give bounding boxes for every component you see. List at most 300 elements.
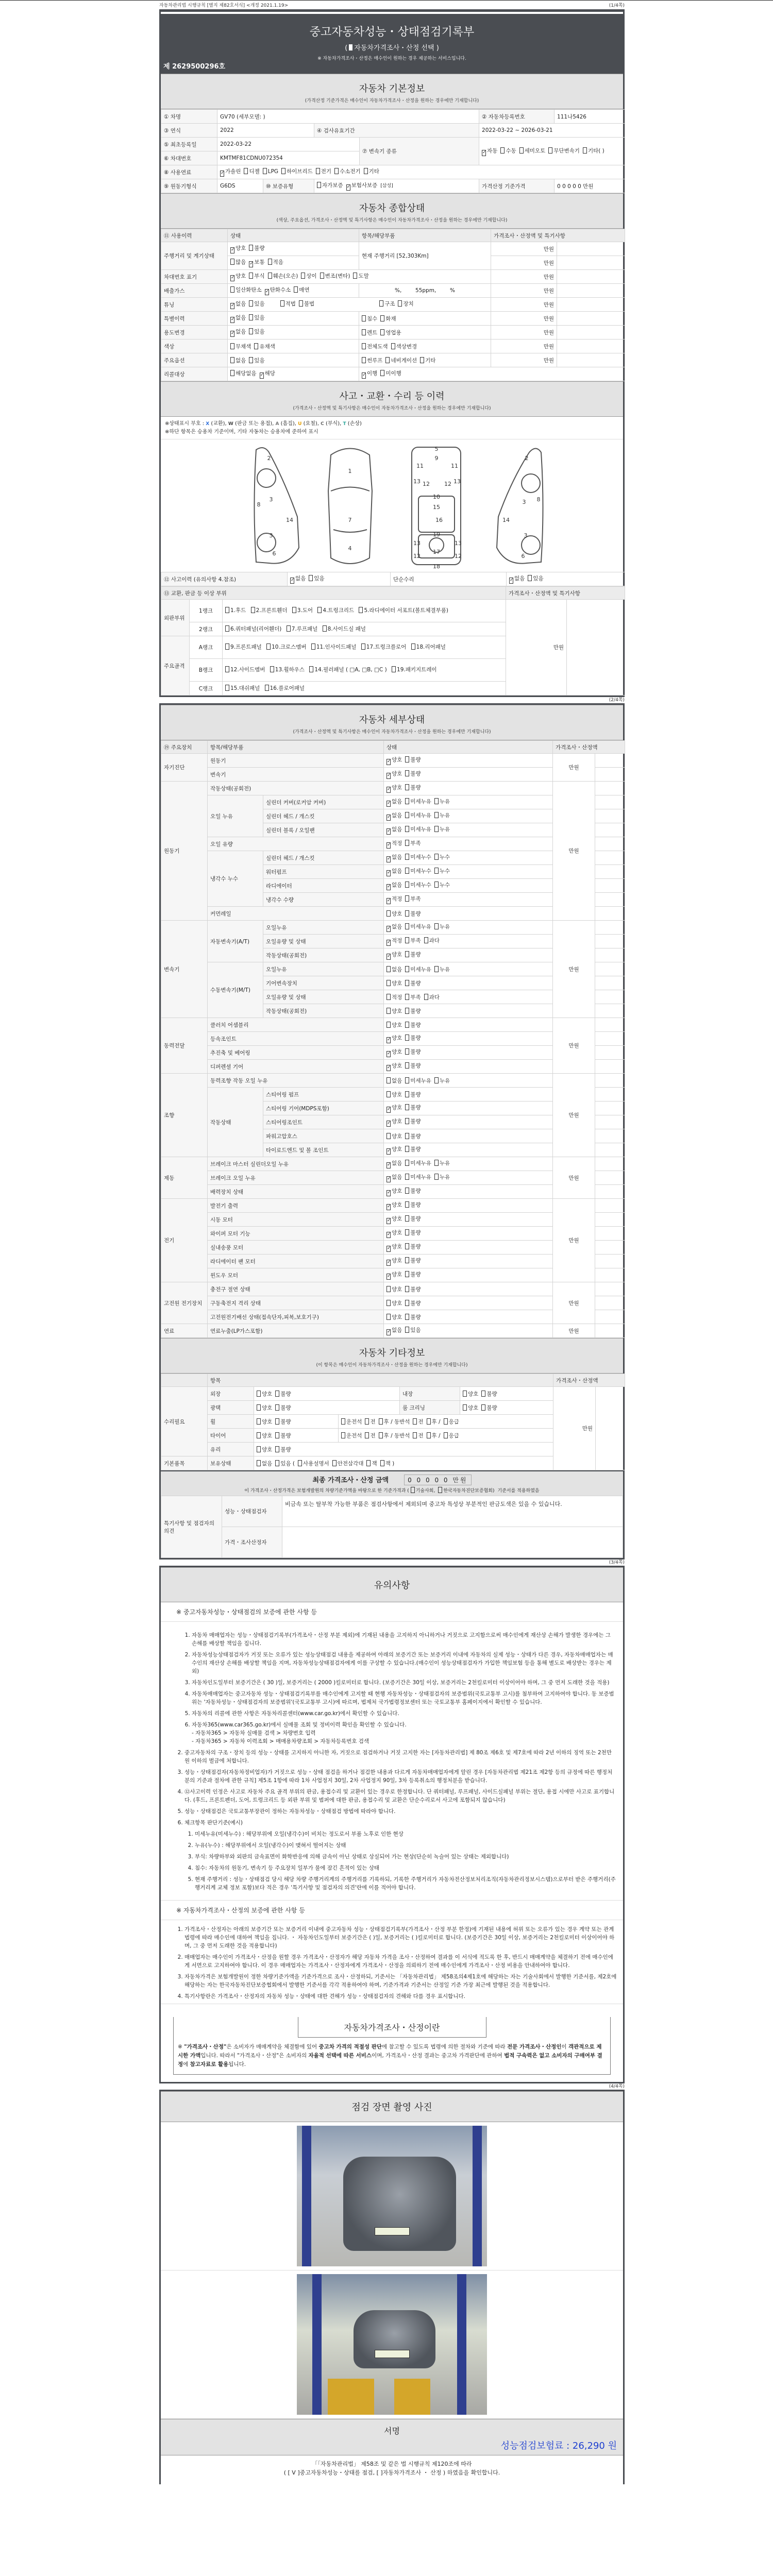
checkbox-option[interactable] xyxy=(386,1300,402,1307)
unchecked-checkbox-icon[interactable] xyxy=(270,666,274,672)
checkbox-option[interactable] xyxy=(364,168,379,175)
unchecked-checkbox-icon[interactable] xyxy=(386,980,391,986)
checkbox-option[interactable] xyxy=(380,316,396,322)
unchecked-checkbox-icon[interactable] xyxy=(362,329,366,335)
checkbox-option[interactable] xyxy=(583,148,604,154)
price-input[interactable] xyxy=(595,1310,625,1324)
checkbox-option[interactable] xyxy=(362,316,377,322)
checked-checkbox-icon[interactable] xyxy=(386,884,391,890)
checkbox-option[interactable] xyxy=(405,896,421,902)
part-checkbox[interactable] xyxy=(225,667,265,673)
checkbox-option[interactable] xyxy=(379,1419,410,1425)
unchecked-checkbox-icon[interactable] xyxy=(257,1446,261,1452)
price-input[interactable] xyxy=(595,921,625,935)
part-checkbox[interactable] xyxy=(225,607,246,614)
unchecked-checkbox-icon[interactable] xyxy=(481,1404,485,1411)
part-checkbox[interactable] xyxy=(292,607,313,614)
checkbox-option[interactable] xyxy=(405,938,421,944)
price-input[interactable] xyxy=(557,242,625,256)
unchecked-checkbox-icon[interactable] xyxy=(405,1174,409,1180)
checkbox-option[interactable] xyxy=(386,785,402,791)
unchecked-checkbox-icon[interactable] xyxy=(225,625,229,632)
checkbox-option[interactable] xyxy=(424,994,440,1001)
checked-checkbox-icon[interactable] xyxy=(230,247,234,253)
price-input[interactable] xyxy=(595,1074,625,1088)
checkbox-option[interactable] xyxy=(427,1419,441,1425)
checked-checkbox-icon[interactable] xyxy=(230,317,234,323)
unchecked-checkbox-icon[interactable] xyxy=(434,1077,439,1083)
checkbox-option[interactable] xyxy=(230,358,246,364)
checkbox-option[interactable] xyxy=(500,148,516,154)
checkbox-option[interactable] xyxy=(405,952,421,958)
unchecked-checkbox-icon[interactable] xyxy=(434,923,439,929)
checkbox-option[interactable] xyxy=(405,1146,421,1153)
unchecked-checkbox-icon[interactable] xyxy=(365,1432,369,1438)
checkbox-option[interactable] xyxy=(294,287,309,293)
checkbox-option[interactable] xyxy=(386,1160,402,1166)
unchecked-checkbox-icon[interactable] xyxy=(434,868,439,874)
unchecked-checkbox-icon[interactable] xyxy=(365,1418,369,1425)
checkbox-option[interactable] xyxy=(249,358,264,364)
checkbox-option[interactable] xyxy=(386,826,402,833)
unchecked-checkbox-icon[interactable] xyxy=(500,147,505,154)
checkbox-option[interactable] xyxy=(230,301,246,307)
unchecked-checkbox-icon[interactable] xyxy=(385,357,390,363)
unchecked-checkbox-icon[interactable] xyxy=(405,1229,409,1235)
unchecked-checkbox-icon[interactable] xyxy=(379,1418,383,1425)
part-checkbox[interactable] xyxy=(317,607,354,614)
checked-checkbox-icon[interactable] xyxy=(386,828,391,835)
checked-checkbox-icon[interactable] xyxy=(265,289,269,295)
price-input[interactable] xyxy=(595,1046,625,1060)
checkbox-option[interactable] xyxy=(386,854,402,860)
unchecked-checkbox-icon[interactable] xyxy=(420,357,424,363)
checkbox-option[interactable] xyxy=(249,301,264,307)
unchecked-checkbox-icon[interactable] xyxy=(386,1022,391,1028)
unchecked-checkbox-icon[interactable] xyxy=(405,1327,409,1333)
unchecked-checkbox-icon[interactable] xyxy=(405,1091,409,1097)
checkbox-option[interactable] xyxy=(257,1391,272,1397)
checkbox-option[interactable] xyxy=(320,273,350,279)
checkbox-option[interactable] xyxy=(386,840,402,846)
price-input[interactable] xyxy=(595,1227,625,1241)
checkbox-option[interactable] xyxy=(405,994,421,1001)
price-input[interactable] xyxy=(595,1199,625,1213)
checkbox-option[interactable] xyxy=(386,1146,402,1153)
unchecked-checkbox-icon[interactable] xyxy=(359,607,363,613)
unchecked-checkbox-icon[interactable] xyxy=(405,937,409,943)
unchecked-checkbox-icon[interactable] xyxy=(249,300,253,307)
checkbox-option[interactable] xyxy=(434,882,450,888)
checkbox-option[interactable] xyxy=(230,273,246,279)
unchecked-checkbox-icon[interactable] xyxy=(405,1271,409,1277)
checkbox-option[interactable] xyxy=(366,1461,377,1467)
checkbox-option[interactable] xyxy=(427,1433,441,1439)
checked-checkbox-icon[interactable] xyxy=(362,372,366,379)
unchecked-checkbox-icon[interactable] xyxy=(292,607,296,613)
price-input[interactable] xyxy=(595,1171,625,1185)
checkbox-option[interactable] xyxy=(341,1433,362,1439)
unchecked-checkbox-icon[interactable] xyxy=(405,1062,409,1069)
unchecked-checkbox-icon[interactable] xyxy=(275,1432,279,1438)
checkbox-option[interactable] xyxy=(386,1174,402,1180)
unchecked-checkbox-icon[interactable] xyxy=(405,1188,409,1194)
unchecked-checkbox-icon[interactable] xyxy=(316,168,320,174)
checkbox-option[interactable] xyxy=(405,1063,421,1069)
price-input[interactable] xyxy=(595,782,625,795)
unchecked-checkbox-icon[interactable] xyxy=(405,868,409,874)
unchecked-checkbox-icon[interactable] xyxy=(427,1418,431,1425)
checkbox-option[interactable] xyxy=(405,1174,431,1180)
unchecked-checkbox-icon[interactable] xyxy=(361,643,365,650)
checkbox-option[interactable] xyxy=(405,826,431,833)
checkbox-option[interactable] xyxy=(405,1202,421,1208)
checkbox-option[interactable] xyxy=(405,771,421,777)
checkbox-option[interactable] xyxy=(386,1272,402,1278)
checkbox-option[interactable] xyxy=(249,245,264,251)
checkbox-option[interactable] xyxy=(257,1461,272,1467)
unchecked-checkbox-icon[interactable] xyxy=(362,315,366,321)
checkbox-option[interactable] xyxy=(380,1461,395,1467)
unchecked-checkbox-icon[interactable] xyxy=(463,1391,467,1397)
checkbox-option[interactable] xyxy=(230,315,246,321)
unchecked-checkbox-icon[interactable] xyxy=(463,1404,467,1411)
checkbox-option[interactable] xyxy=(385,358,417,364)
checkbox-option[interactable] xyxy=(405,812,431,819)
unchecked-checkbox-icon[interactable] xyxy=(249,357,253,363)
unchecked-checkbox-icon[interactable] xyxy=(405,1201,409,1208)
unchecked-checkbox-icon[interactable] xyxy=(353,273,357,279)
unchecked-checkbox-icon[interactable] xyxy=(341,1432,345,1438)
checked-checkbox-icon[interactable] xyxy=(386,1246,391,1252)
unchecked-checkbox-icon[interactable] xyxy=(528,575,532,581)
price-input[interactable] xyxy=(595,851,625,865)
price-input[interactable] xyxy=(595,1296,625,1310)
price-input[interactable] xyxy=(595,1255,625,1268)
unchecked-checkbox-icon[interactable] xyxy=(411,643,415,650)
checkbox-option[interactable] xyxy=(268,259,283,265)
unchecked-checkbox-icon[interactable] xyxy=(225,643,229,650)
checkbox-option[interactable] xyxy=(379,301,395,307)
unchecked-checkbox-icon[interactable] xyxy=(254,343,258,349)
checkbox-option[interactable] xyxy=(254,344,275,350)
checkbox-option[interactable] xyxy=(386,1105,402,1111)
checkbox-option[interactable] xyxy=(386,1049,402,1055)
unchecked-checkbox-icon[interactable] xyxy=(405,1314,409,1320)
checkbox-option[interactable] xyxy=(386,1092,402,1098)
checkbox-option[interactable] xyxy=(365,1433,375,1439)
checkbox-option[interactable] xyxy=(405,1286,421,1293)
checkbox-option[interactable] xyxy=(386,812,402,819)
price-input[interactable] xyxy=(595,907,625,921)
checkbox-option[interactable] xyxy=(386,1230,402,1236)
unchecked-checkbox-icon[interactable] xyxy=(405,923,409,929)
unchecked-checkbox-icon[interactable] xyxy=(405,826,409,832)
checkbox-option[interactable] xyxy=(444,1433,459,1439)
unchecked-checkbox-icon[interactable] xyxy=(434,1174,439,1180)
unchecked-checkbox-icon[interactable] xyxy=(334,168,339,174)
checkbox-option[interactable] xyxy=(434,1174,450,1180)
unchecked-checkbox-icon[interactable] xyxy=(548,147,552,154)
unchecked-checkbox-icon[interactable] xyxy=(257,1460,261,1466)
checkbox-option[interactable] xyxy=(386,1286,402,1293)
unchecked-checkbox-icon[interactable] xyxy=(405,812,409,818)
checkbox-option[interactable] xyxy=(386,1244,402,1250)
unchecked-checkbox-icon[interactable] xyxy=(392,666,396,672)
unchecked-checkbox-icon[interactable] xyxy=(225,607,229,613)
unchecked-checkbox-icon[interactable] xyxy=(230,259,234,265)
price-input[interactable] xyxy=(595,948,625,962)
unchecked-checkbox-icon[interactable] xyxy=(265,685,269,691)
part-checkbox[interactable] xyxy=(309,667,386,673)
checkbox-option[interactable] xyxy=(230,287,262,293)
checkbox-option[interactable] xyxy=(528,575,543,582)
checkbox-option[interactable] xyxy=(391,344,417,350)
checkbox-option[interactable] xyxy=(413,1419,423,1425)
checkbox-option[interactable] xyxy=(405,882,431,888)
unchecked-checkbox-icon[interactable] xyxy=(411,1487,415,1493)
checked-checkbox-icon[interactable] xyxy=(386,870,391,876)
unchecked-checkbox-icon[interactable] xyxy=(362,357,366,363)
checked-checkbox-icon[interactable] xyxy=(220,171,224,177)
checkbox-option[interactable] xyxy=(405,1216,421,1222)
checkbox-option[interactable] xyxy=(509,575,525,582)
checkbox-option[interactable] xyxy=(316,168,331,175)
checkbox-option[interactable] xyxy=(281,168,313,175)
unchecked-checkbox-icon[interactable] xyxy=(380,370,384,376)
unchecked-checkbox-icon[interactable] xyxy=(386,1314,391,1320)
checkbox-option[interactable] xyxy=(398,301,413,307)
part-checkbox[interactable] xyxy=(361,644,407,650)
unchecked-checkbox-icon[interactable] xyxy=(287,625,291,632)
checkbox-option[interactable] xyxy=(220,168,241,175)
checked-checkbox-icon[interactable] xyxy=(249,261,253,267)
unchecked-checkbox-icon[interactable] xyxy=(364,168,368,174)
checkbox-option[interactable] xyxy=(386,911,402,917)
unchecked-checkbox-icon[interactable] xyxy=(424,937,428,943)
unchecked-checkbox-icon[interactable] xyxy=(405,980,409,986)
checked-checkbox-icon[interactable] xyxy=(509,578,513,584)
checkbox-option[interactable] xyxy=(405,785,421,791)
checkbox-option[interactable] xyxy=(249,315,264,321)
price-input[interactable] xyxy=(595,976,625,990)
unchecked-checkbox-icon[interactable] xyxy=(386,1286,391,1292)
unchecked-checkbox-icon[interactable] xyxy=(519,147,524,154)
unchecked-checkbox-icon[interactable] xyxy=(386,1091,391,1097)
checkbox-option[interactable] xyxy=(405,799,431,805)
checkbox-option[interactable] xyxy=(275,1405,291,1411)
checkbox-option[interactable] xyxy=(386,1133,402,1140)
checkbox-option[interactable] xyxy=(386,1063,402,1069)
unchecked-checkbox-icon[interactable] xyxy=(434,882,439,888)
checkbox-option[interactable] xyxy=(386,771,402,777)
price-input[interactable] xyxy=(595,1324,625,1338)
price-input[interactable] xyxy=(595,823,625,837)
checkbox-option[interactable] xyxy=(434,967,450,973)
price-input[interactable] xyxy=(595,1032,625,1046)
unchecked-checkbox-icon[interactable] xyxy=(405,784,409,790)
checkbox-option[interactable] xyxy=(386,1327,402,1333)
unchecked-checkbox-icon[interactable] xyxy=(386,910,391,917)
checkbox-option[interactable] xyxy=(257,1433,272,1439)
checkbox-option[interactable] xyxy=(386,938,402,944)
checkbox-option[interactable] xyxy=(548,148,580,154)
price-input[interactable] xyxy=(595,1004,625,1018)
checkbox-option[interactable] xyxy=(405,1258,421,1264)
checked-checkbox-icon[interactable] xyxy=(386,1176,391,1182)
checked-checkbox-icon[interactable] xyxy=(482,150,486,156)
checkbox-option[interactable] xyxy=(309,575,324,582)
checkbox-option[interactable] xyxy=(405,1035,421,1041)
checkbox-option[interactable] xyxy=(386,1188,402,1194)
checkbox-option[interactable] xyxy=(420,358,435,364)
checkbox-option[interactable] xyxy=(386,952,402,958)
checked-checkbox-icon[interactable] xyxy=(386,1037,391,1043)
checkbox-option[interactable] xyxy=(405,1314,421,1320)
unchecked-checkbox-icon[interactable] xyxy=(251,607,255,613)
unchecked-checkbox-icon[interactable] xyxy=(405,951,409,957)
price-input[interactable] xyxy=(595,962,625,976)
checkbox-option[interactable] xyxy=(405,1188,421,1194)
checkbox-option[interactable] xyxy=(386,1118,402,1125)
checked-checkbox-icon[interactable] xyxy=(386,1260,391,1266)
price-input[interactable] xyxy=(595,1143,625,1157)
checkbox-option[interactable] xyxy=(298,1461,329,1467)
part-checkbox[interactable] xyxy=(359,607,448,614)
part-checkbox[interactable] xyxy=(251,607,288,614)
part-checkbox[interactable] xyxy=(392,667,437,673)
checked-checkbox-icon[interactable] xyxy=(386,1162,391,1168)
unchecked-checkbox-icon[interactable] xyxy=(405,994,409,1000)
unchecked-checkbox-icon[interactable] xyxy=(332,1460,337,1466)
price-input[interactable] xyxy=(557,298,625,312)
unchecked-checkbox-icon[interactable] xyxy=(230,343,234,349)
checkbox-option[interactable] xyxy=(275,1461,295,1467)
checkbox-option[interactable] xyxy=(405,911,421,917)
checkbox-option[interactable] xyxy=(481,1405,497,1411)
checkbox-option[interactable] xyxy=(481,1391,497,1397)
checked-checkbox-icon[interactable] xyxy=(386,954,391,960)
checkbox-option[interactable] xyxy=(434,924,450,930)
price-input[interactable] xyxy=(595,1282,625,1296)
checkbox-option[interactable] xyxy=(405,1160,431,1166)
unchecked-checkbox-icon[interactable] xyxy=(309,575,313,581)
unchecked-checkbox-icon[interactable] xyxy=(298,1460,302,1466)
unchecked-checkbox-icon[interactable] xyxy=(398,300,402,307)
unchecked-checkbox-icon[interactable] xyxy=(225,666,229,672)
unchecked-checkbox-icon[interactable] xyxy=(380,315,384,321)
checkbox-option[interactable] xyxy=(405,980,421,987)
unchecked-checkbox-icon[interactable] xyxy=(309,666,313,672)
checked-checkbox-icon[interactable] xyxy=(386,898,391,904)
unchecked-checkbox-icon[interactable] xyxy=(405,1022,409,1028)
price-input[interactable] xyxy=(595,935,625,948)
unchecked-checkbox-icon[interactable] xyxy=(299,300,303,307)
unchecked-checkbox-icon[interactable] xyxy=(263,168,267,174)
checkbox-option[interactable] xyxy=(386,757,402,763)
unchecked-checkbox-icon[interactable] xyxy=(386,1300,391,1306)
checkbox-option[interactable] xyxy=(434,812,450,819)
unchecked-checkbox-icon[interactable] xyxy=(405,1035,409,1041)
checkbox-option[interactable] xyxy=(353,273,368,279)
part-checkbox[interactable] xyxy=(411,644,446,650)
unchecked-checkbox-icon[interactable] xyxy=(257,1404,261,1411)
unchecked-checkbox-icon[interactable] xyxy=(434,1160,439,1166)
unchecked-checkbox-icon[interactable] xyxy=(281,168,285,174)
price-input[interactable] xyxy=(557,326,625,340)
checkbox-option[interactable] xyxy=(334,168,361,175)
checkbox-option[interactable] xyxy=(405,967,431,973)
checkbox-option[interactable] xyxy=(434,826,450,833)
checkbox-option[interactable] xyxy=(405,757,421,763)
checkbox-option[interactable] xyxy=(434,854,450,860)
checked-checkbox-icon[interactable] xyxy=(386,759,391,765)
unchecked-checkbox-icon[interactable] xyxy=(275,1391,279,1397)
unchecked-checkbox-icon[interactable] xyxy=(434,826,439,832)
checkbox-option[interactable] xyxy=(463,1405,478,1411)
checkbox-option[interactable] xyxy=(386,1202,402,1208)
unchecked-checkbox-icon[interactable] xyxy=(405,1008,409,1014)
checkbox-option[interactable] xyxy=(424,938,440,944)
part-checkbox[interactable] xyxy=(265,685,305,691)
unchecked-checkbox-icon[interactable] xyxy=(268,273,272,279)
unchecked-checkbox-icon[interactable] xyxy=(434,854,439,860)
unchecked-checkbox-icon[interactable] xyxy=(405,1118,409,1124)
price-input[interactable] xyxy=(557,284,625,298)
checkbox-option[interactable] xyxy=(386,994,402,1001)
checkbox-option[interactable] xyxy=(405,1272,421,1278)
unchecked-checkbox-icon[interactable] xyxy=(405,1048,409,1055)
unchecked-checkbox-icon[interactable] xyxy=(405,1243,409,1249)
unchecked-checkbox-icon[interactable] xyxy=(380,329,384,335)
unchecked-checkbox-icon[interactable] xyxy=(249,314,253,320)
price-input[interactable] xyxy=(567,600,625,696)
unchecked-checkbox-icon[interactable] xyxy=(323,625,327,632)
checkbox-option[interactable] xyxy=(405,1118,421,1125)
checkbox-option[interactable] xyxy=(249,259,264,265)
unchecked-checkbox-icon[interactable] xyxy=(249,328,253,334)
price-input[interactable] xyxy=(595,1157,625,1171)
price-input[interactable] xyxy=(557,353,625,367)
checkbox-option[interactable] xyxy=(482,148,497,154)
checkbox-option[interactable] xyxy=(405,1078,431,1084)
checkbox-option[interactable] xyxy=(405,1133,421,1140)
checkbox-option[interactable] xyxy=(362,330,377,336)
checked-checkbox-icon[interactable] xyxy=(230,331,234,337)
checkbox-option[interactable] xyxy=(405,1230,421,1236)
checked-checkbox-icon[interactable] xyxy=(386,856,391,862)
unchecked-checkbox-icon[interactable] xyxy=(413,1432,417,1438)
checkbox-option[interactable] xyxy=(380,370,401,377)
checked-checkbox-icon[interactable] xyxy=(386,842,391,849)
checked-checkbox-icon[interactable] xyxy=(260,372,264,379)
price-input[interactable] xyxy=(557,340,625,353)
unchecked-checkbox-icon[interactable] xyxy=(405,1300,409,1306)
checkbox-option[interactable] xyxy=(230,329,246,335)
checkbox-option[interactable] xyxy=(405,854,431,860)
unchecked-checkbox-icon[interactable] xyxy=(413,1418,417,1425)
unchecked-checkbox-icon[interactable] xyxy=(275,1446,279,1452)
checkbox-option[interactable] xyxy=(280,301,296,307)
checkbox-option[interactable] xyxy=(362,370,377,377)
unchecked-checkbox-icon[interactable] xyxy=(405,770,409,776)
checked-checkbox-icon[interactable] xyxy=(386,940,391,946)
unchecked-checkbox-icon[interactable] xyxy=(386,1133,391,1139)
unchecked-checkbox-icon[interactable] xyxy=(317,182,321,188)
checkbox-option[interactable] xyxy=(405,1300,421,1307)
price-input[interactable] xyxy=(595,754,625,768)
unchecked-checkbox-icon[interactable] xyxy=(244,168,248,174)
